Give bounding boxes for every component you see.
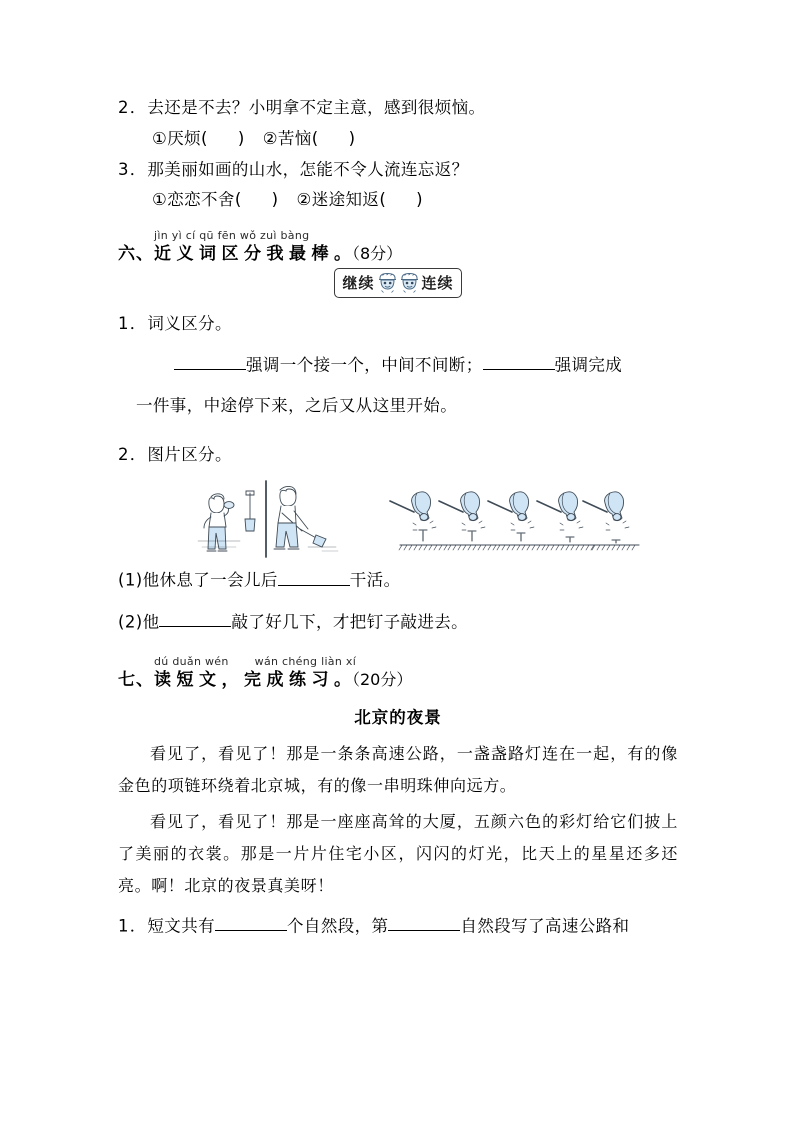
- section-six-pinyin: jìn yì cí qū fēn wǒ zuì bàng: [154, 229, 310, 242]
- answer-text-before: 他休息了一会儿后: [142, 570, 278, 590]
- option-marker: ①: [152, 128, 168, 148]
- option-paren-open: (: [234, 190, 242, 210]
- q1-heading-text: 词义区分。: [147, 313, 232, 333]
- question-2-options: [118, 127, 678, 152]
- passage-paragraph-1: 看见了，看见了！那是一条条高速公路，一盏盏路灯连在一起，有的像金色的项链环绕着北京城，有的像一串明珠伸向远方。: [118, 743, 678, 795]
- option-word: 恋恋不舍: [167, 190, 235, 210]
- section-six-q1-line1: [118, 353, 678, 378]
- question-3-options: [118, 188, 678, 213]
- option-paren-open: (: [311, 128, 319, 148]
- section-six-q2-heading: [118, 443, 678, 468]
- section-seven-pinyin-group1: dú duǎn wén: [154, 654, 229, 668]
- q2-heading-text: 图片区分。: [147, 444, 232, 464]
- wordbox-right-word: 连续: [421, 274, 454, 293]
- synonym-wordbox: [334, 268, 461, 298]
- answer-blank[interactable]: [483, 353, 555, 371]
- answer-blank[interactable]: [278, 568, 350, 586]
- section-seven-q1: [118, 914, 678, 939]
- answer-blank[interactable]: [215, 914, 287, 932]
- section-six-title: 近义词区分我最棒: [154, 244, 334, 264]
- section-six: [118, 229, 678, 266]
- section-seven-pinyin-group2: wán chéng liàn xí: [254, 654, 357, 668]
- q1-line1-part1: 强调一个接一个，中间不间断；: [246, 355, 483, 375]
- answer-text-before: 他: [142, 612, 160, 632]
- illustration-row: [118, 473, 678, 568]
- answer-blank[interactable]: [159, 610, 231, 628]
- answer-label: (2): [118, 612, 143, 632]
- question-3-text: 那美丽如画的山水，怎能不令人流连忘返？: [147, 159, 469, 179]
- passage-paragraph-2: 看见了，看见了！那是一座座高耸的大厦，五颜六色的彩灯给它们披上了美丽的衣裳。那是一片片住宅小区，闪闪的灯光，比天上的星星还多还亮。啊！北京的夜景真美呀！: [118, 811, 678, 895]
- option-paren-close: ): [416, 190, 423, 210]
- q1-line2-text: 一件事，中途停下来，之后又从这里开始。: [136, 395, 458, 415]
- answer-text-after: 敲了好几下，才把钉子敲进去。: [231, 612, 469, 632]
- option-marker: ①: [152, 190, 168, 210]
- q1-number: 1．: [118, 916, 148, 936]
- question-3-number: 3．: [118, 159, 148, 179]
- option-paren-close: ): [237, 128, 245, 148]
- section-six-q2-answer-1: [118, 568, 678, 593]
- hammering-illustration: [386, 479, 641, 563]
- face-left-icon: [377, 271, 398, 295]
- option-paren-close: ): [271, 190, 279, 210]
- question-2-row: [118, 96, 678, 121]
- passage-title: 北京的夜景: [354, 707, 442, 727]
- section-six-period: 。: [334, 244, 352, 264]
- section-seven-pinyin: [118, 655, 678, 669]
- q1-part3: 自然段写了高速公路和: [460, 916, 630, 936]
- wordbox-left-word: 继续: [342, 274, 375, 293]
- option-marker: ②: [262, 128, 278, 148]
- rest-then-work-illustration: [178, 473, 343, 567]
- option-word: 迷途知返: [311, 190, 380, 210]
- cartoon-faces-icon: [377, 271, 420, 295]
- section-seven-score: （20分）: [352, 669, 413, 689]
- q1-part2: 个自然段，第: [287, 916, 389, 936]
- section-six-heading: [118, 243, 678, 266]
- question-2-number: 2．: [118, 98, 148, 117]
- q1-part1: 短文共有: [147, 916, 216, 936]
- section-six-q1-line2: [118, 394, 678, 419]
- section-seven-number: 七、: [118, 669, 154, 690]
- option-paren-close: ): [348, 128, 356, 148]
- answer-blank[interactable]: [174, 353, 246, 371]
- section-six-q1-heading: [118, 312, 678, 337]
- q1-line1-part2: 强调完成: [554, 355, 623, 375]
- q1-number: 1．: [118, 313, 148, 333]
- option-paren-open: (: [379, 190, 387, 210]
- section-six-q2-answer-2: [118, 610, 678, 635]
- section-seven-heading: [118, 669, 678, 692]
- option-word: 苦恼: [277, 128, 312, 148]
- wordbox-container: [118, 268, 678, 298]
- answer-blank[interactable]: [388, 914, 460, 932]
- worksheet-content: [118, 96, 678, 945]
- question-2-text: 去还是不去？小明拿不定主意，感到很烦恼。: [147, 98, 486, 117]
- option-word: 厌烦: [167, 128, 202, 148]
- answer-label: (1): [118, 570, 143, 590]
- answer-text-after: 干活。: [349, 570, 401, 590]
- section-seven: [118, 655, 678, 692]
- option-marker: ②: [296, 190, 312, 210]
- q2-number: 2．: [118, 444, 148, 464]
- section-six-number: 六、: [118, 244, 154, 264]
- section-six-score: （8分）: [352, 244, 403, 263]
- question-3-row: [118, 158, 678, 183]
- face-right-icon: [399, 271, 420, 295]
- section-seven-period: 。: [334, 669, 352, 690]
- section-seven-title: 读短文，完成练习: [154, 669, 334, 690]
- option-paren-open: (: [201, 128, 208, 148]
